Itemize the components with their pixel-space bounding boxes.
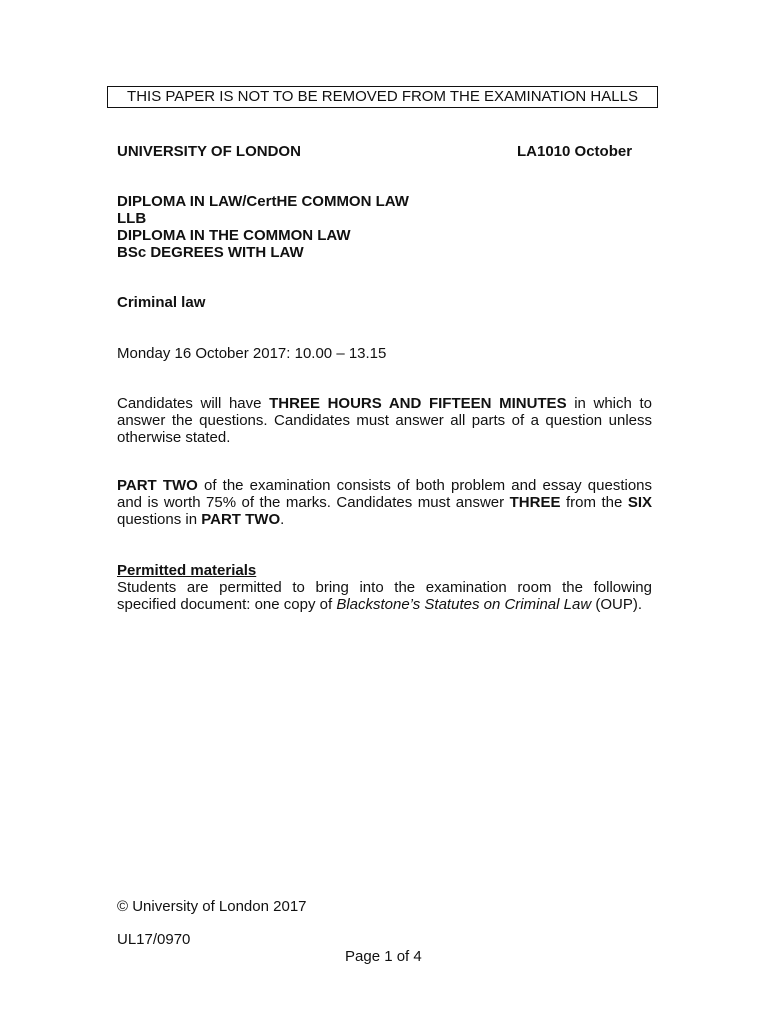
duration-line-1: Candidates will have THREE HOURS AND FIFTEEN MINUTES in which to xyxy=(117,395,652,412)
permitted-line-1: Students are permitted to bring into the examination room the following xyxy=(117,579,652,596)
part-two-line-2: and is worth 75% of the marks. Candidates must answer THREE from the SIX xyxy=(117,494,652,511)
part-two-line-1: PART TWO of the examination consists of both problem and essay questions xyxy=(117,477,653,494)
exam-date-time: Monday 16 October 2017: 10.00 – 13.15 xyxy=(117,345,387,362)
part-two-line-3: questions in PART TWO. xyxy=(117,511,285,528)
course-code: LA1010 October xyxy=(517,143,633,160)
institution-name: UNIVERSITY OF LONDON xyxy=(117,143,301,160)
document-reference: UL17/0970 xyxy=(117,931,191,948)
permitted-materials-paragraph xyxy=(117,579,652,613)
subject-title: Criminal law xyxy=(117,294,206,311)
duration-paragraph xyxy=(117,395,652,446)
programme-3: DIPLOMA IN THE COMMON LAW xyxy=(117,227,351,244)
exam-hall-notice xyxy=(107,86,658,108)
part-two-paragraph xyxy=(117,477,652,528)
programme-2: LLB xyxy=(117,210,147,227)
programme-1: DIPLOMA IN LAW/CertHE COMMON LAW xyxy=(117,193,409,210)
statute-book-title: Blackstone’s Statutes on Criminal Law xyxy=(336,596,592,613)
page-number: Page 1 of 4 xyxy=(345,948,422,965)
programme-4: BSc DEGREES WITH LAW xyxy=(117,244,304,261)
duration-emphasis: THREE HOURS AND FIFTEEN MINUTES xyxy=(269,395,567,412)
copyright-line: © University of London 2017 xyxy=(117,898,307,915)
notice-text: THIS PAPER IS NOT TO BE REMOVED FROM THE EXAMINATION HALLS xyxy=(127,88,638,105)
permitted-line-2: specified document: one copy of Blackstone’s Statutes on Criminal Law (OUP). xyxy=(117,596,643,613)
duration-line-2: answer the questions. Candidates must answer all parts of a question unless xyxy=(117,412,652,429)
duration-line-3: otherwise stated. xyxy=(117,429,231,446)
permitted-materials-heading: Permitted materials xyxy=(117,562,257,579)
